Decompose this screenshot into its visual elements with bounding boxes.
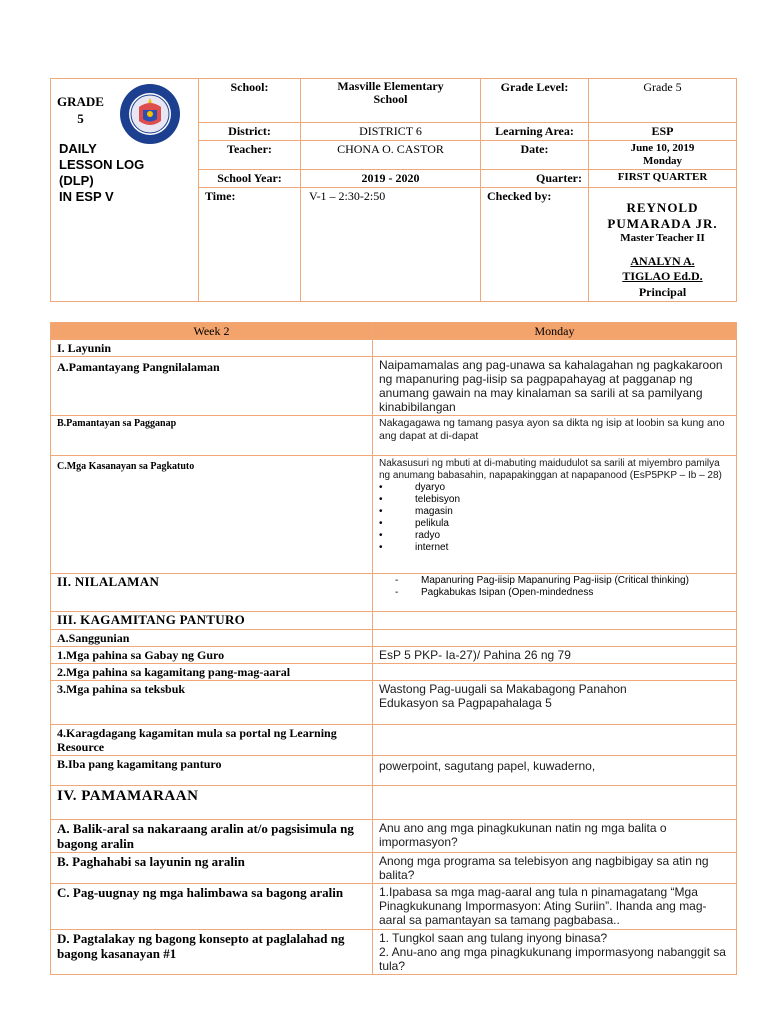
bullet-item: • internet (379, 542, 449, 553)
paghahabi-value: Anong mga programa sa telebisyon ang nagbibigay sa atin ng balita? (373, 853, 737, 884)
bullet-text: dyaryo (415, 482, 446, 493)
school-value (301, 79, 481, 123)
grade-level-label: Grade Level: (481, 79, 589, 123)
gabay-ng-guro-value: EsP 5 PKP- Ia-27)/ Pahina 26 ng 79 (373, 647, 737, 664)
school-year-value: 2019 - 2020 (301, 170, 481, 188)
header-row-school (51, 79, 737, 123)
nilalaman-item-text: Mapanuring Pag-iisip Mapanuring Pag-iisip (Critical thinking) (421, 575, 689, 586)
pagtalakay-value (373, 930, 737, 975)
checker1-name-line2: PUMARADA JR. (607, 216, 718, 231)
row-pagtalakay (51, 930, 737, 975)
row-pamantayang-pangnilalaman (51, 357, 737, 416)
row-karagdagang-kagamitan (51, 725, 737, 756)
day-header: Monday (373, 323, 737, 340)
row-kasanayan-sa-pagkatuto (51, 456, 737, 574)
school-value-line1: Masville Elementary (337, 79, 444, 93)
dlp-line-1: DAILY (59, 141, 97, 156)
layunin-label: I. Layunin (51, 340, 373, 357)
row-pamamaraan (51, 786, 737, 820)
nilalaman-item: - Mapanuring Pag-iisip Mapanuring Pag-iisip (Critical thinking) (395, 575, 689, 586)
nilalaman-item-text: Pagkabukas Isipan (Open-mindedness (421, 587, 594, 598)
kagamitang-panturo-value (373, 612, 737, 630)
pagtalakay-question-2: 2. Anu-ano ang mga pinagkukunang impormasyong nabanggit sa tula? (379, 945, 726, 973)
date-label: Date: (481, 141, 589, 170)
checked-by-label: Checked by: (481, 188, 589, 302)
sanggunian-label: A.Sanggunian (51, 630, 373, 647)
kagamitang-panturo-label: III. KAGAMITANG PANTURO (51, 612, 373, 630)
pamantayang-pangnilalaman-value: Naipamamalas ang pag-unawa sa kahalagahan ng pagkakaroon ng mapanuring pag-iisip sa pagpapahayag at pagganap ng anumang gawain na may kinalaman sa sarili at sa pamilyang kinabibilangan (373, 357, 737, 416)
school-label: School: (199, 79, 301, 123)
paghahabi-label: B. Paghahabi sa layunin ng aralin (51, 853, 373, 884)
checker2-title: Principal (638, 285, 687, 299)
grade-level-value: Grade 5 (589, 79, 737, 123)
district-label: District: (199, 123, 301, 141)
district-value: DISTRICT 6 (301, 123, 481, 141)
header-table (50, 78, 737, 302)
row-gabay-ng-guro (51, 647, 737, 664)
pagtalakay-label: D. Pagtalakay ng bagong konsepto at paglalahad ng bagong kasanayan #1 (51, 930, 373, 975)
pamamaraan-label: IV. PAMAMARAAN (51, 786, 373, 820)
kasanayan-sa-pagkatuto-value (373, 456, 737, 574)
pamantayang-pangnilalaman-label: A.Pamantayang Pangnilalaman (51, 357, 373, 416)
bullet-item: • pelikula (379, 518, 449, 529)
kasanayan-text: Nakasusuri ng mbuti at di-mabuting maidudulot sa sarili at miyembro pamilya ng anumang babasahin, napapakinggan at napapanood (EsP5PKP – Ib – 28) (379, 458, 722, 481)
checker1-name-line1: REYNOLD (626, 200, 699, 215)
karagdagang-kagamitan-label: 4.Karagdagang kagamitan mula sa portal ng Learning Resource (51, 725, 373, 756)
teacher-label: Teacher: (199, 141, 301, 170)
quarter-value: FIRST QUARTER (589, 170, 737, 188)
bullet-item: • telebisyon (379, 494, 461, 505)
pag-uugnay-label: C. Pag-uugnay ng mga halimbawa sa bagong aralin (51, 884, 373, 930)
pamamaraan-value (373, 786, 737, 820)
checker1-title: Master Teacher II (620, 232, 705, 244)
bullet-text: telebisyon (415, 494, 461, 505)
lesson-header-row (51, 323, 737, 340)
kasanayan-sa-pagkatuto-label: C.Mga Kasanayan sa Pagkatuto (51, 456, 373, 574)
dlp-title (59, 141, 144, 205)
pamantayan-sa-pagganap-value: Nakagagawa ng tamang pasya ayon sa dikta ng isip at loobin sa kung ano ang dapat at di-dapat (373, 416, 737, 456)
iba-pang-kagamitan-label: B.Iba pang kagamitang panturo (51, 756, 373, 786)
deped-seal-icon (119, 83, 181, 145)
kagamitang-mag-aaral-label: 2.Mga pahina sa kagamitang pang-mag-aaral (51, 664, 373, 681)
checked-by-signatories (589, 188, 737, 302)
karagdagang-kagamitan-value (373, 725, 737, 756)
row-iba-pang-kagamitan (51, 756, 737, 786)
sanggunian-value (373, 630, 737, 647)
kagamitang-mag-aaral-value (373, 664, 737, 681)
row-kagamitang-mag-aaral (51, 664, 737, 681)
bullet-text: radyo (415, 530, 441, 541)
row-paghahabi (51, 853, 737, 884)
lesson-table (50, 322, 737, 975)
dlp-line-3: (DLP) (59, 173, 94, 188)
quarter-label: Quarter: (481, 170, 589, 188)
row-pag-uugnay (51, 884, 737, 930)
row-layunin (51, 340, 737, 357)
dlp-line-2: LESSON LOG (59, 157, 145, 172)
gabay-ng-guro-label: 1.Mga pahina sa Gabay ng Guro (51, 647, 373, 664)
teksbuk-value-line1: Wastong Pag-uugali sa Makabagong Panahon (379, 682, 627, 696)
date-value-line1: June 10, 2019 (630, 142, 695, 154)
balik-aral-value: Anu ano ang mga pinagkukunan natin ng mga balita o impormasyon? (373, 820, 737, 853)
time-value: V-1 – 2:30-2:50 (301, 188, 481, 302)
date-value (589, 141, 737, 170)
teksbuk-value (373, 681, 737, 725)
layunin-value (373, 340, 737, 357)
grade-line1: GRADE (57, 94, 104, 109)
school-value-line2: School (373, 92, 408, 106)
dlp-line-4: IN ESP V (59, 189, 114, 204)
row-nilalaman (51, 574, 737, 612)
pag-uugnay-value: 1.Ipabasa sa mga mag-aaral ang tula n pinamagatang “Mga Pinagkukunang Impormasyon: Ating Suriin”. Ihanda ang mag-aaral sa pamantayan sa tamang pagbabasa.. (373, 884, 737, 930)
checker2-name-line1: ANALYN A. (630, 254, 695, 268)
grade-line2: 5 (77, 111, 84, 126)
bullet-text: internet (415, 542, 449, 553)
learning-area-label: Learning Area: (481, 123, 589, 141)
row-balik-aral (51, 820, 737, 853)
bullet-item: • radyo (379, 530, 441, 541)
bullet-text: pelikula (415, 518, 449, 529)
checker2-name-line2: TIGLAO Ed.D. (622, 269, 703, 283)
grade-cell (51, 79, 199, 302)
pamantayan-sa-pagganap-label: B.Pamantayan sa Pagganap (51, 416, 373, 456)
teksbuk-value-line2: Edukasyon sa Pagpapahalaga 5 (379, 696, 552, 710)
nilalaman-value (373, 574, 737, 612)
row-sanggunian (51, 630, 737, 647)
week-header: Week 2 (51, 323, 373, 340)
nilalaman-label: II. NILALAMAN (51, 574, 373, 612)
pagtalakay-question-1: 1. Tungkol saan ang tulang inyong binasa? (379, 931, 608, 945)
nilalaman-item: - Pagkabukas Isipan (Open-mindedness (395, 587, 594, 598)
bullet-text: magasin (415, 506, 453, 517)
school-year-label: School Year: (199, 170, 301, 188)
time-label: Time: (199, 188, 301, 302)
row-kagamitang-panturo (51, 612, 737, 630)
grade-label (57, 93, 104, 127)
learning-area-value: ESP (589, 123, 737, 141)
balik-aral-label: A. Balik-aral sa nakaraang aralin at/o pagsisimula ng bagong aralin (51, 820, 373, 853)
row-pamantayan-sa-pagganap (51, 416, 737, 456)
bullet-item: • dyaryo (379, 482, 446, 493)
row-teksbuk (51, 681, 737, 725)
date-value-line2: Monday (642, 155, 683, 167)
teksbuk-label: 3.Mga pahina sa teksbuk (51, 681, 373, 725)
iba-pang-kagamitan-value: powerpoint, sagutang papel, kuwaderno, (373, 756, 737, 786)
teacher-value: CHONA O. CASTOR (301, 141, 481, 170)
bullet-item: • magasin (379, 506, 453, 517)
